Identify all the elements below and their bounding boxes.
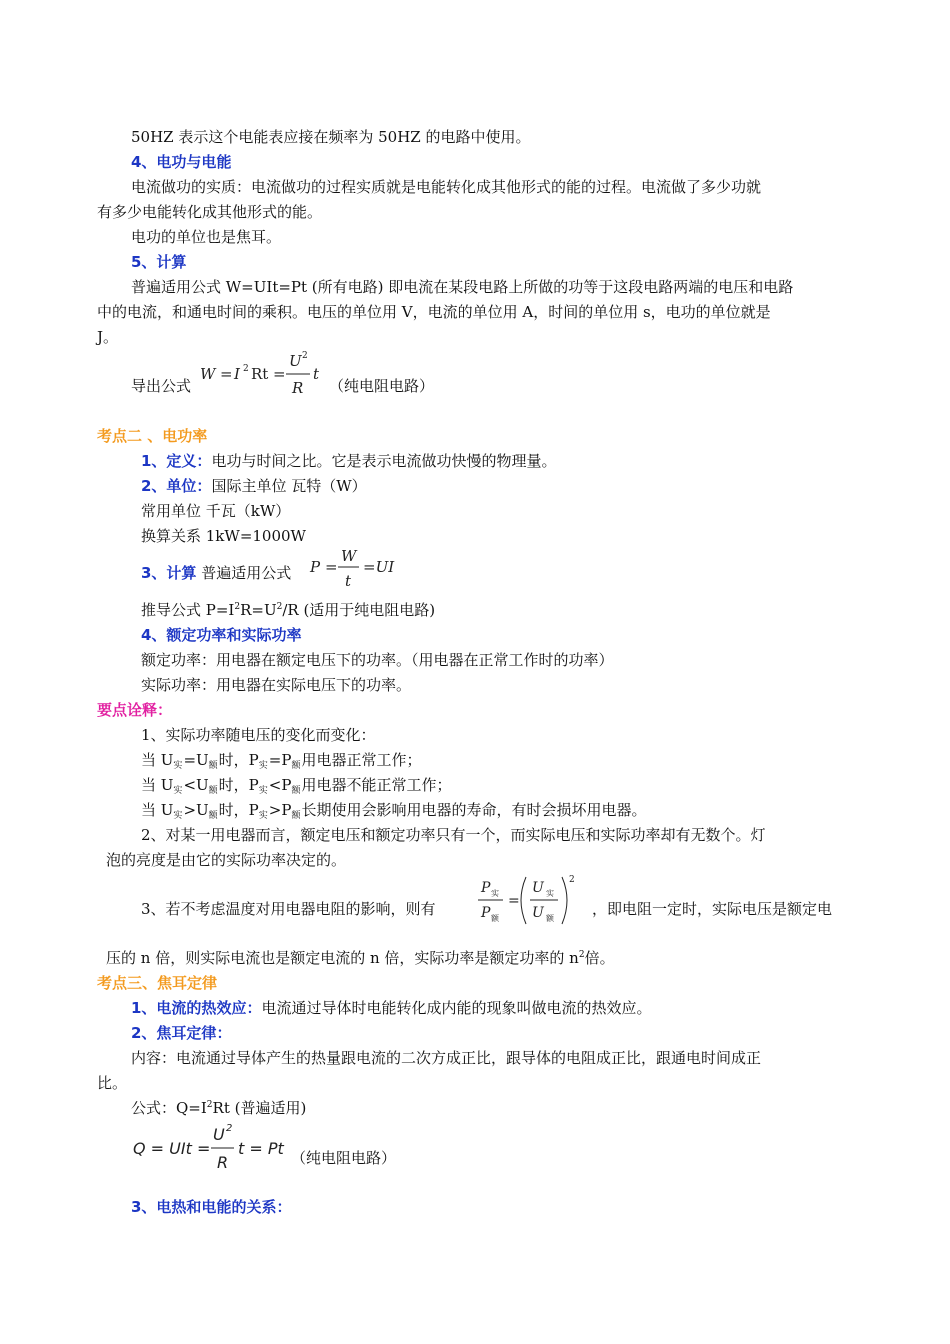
paragraph-general-formula-1: 普遍适用公式 W=UIt=Pt (所有电路) 即电流在某段电路上所做的功等于这段电路两端的电压和电路 bbox=[131, 278, 794, 296]
math-p-eq: = bbox=[325, 558, 338, 576]
text: 长期使用会影响用电器的寿命，有时会损坏用电器。 bbox=[301, 801, 647, 819]
calc-power-line bbox=[141, 563, 291, 583]
math-q-u: U bbox=[213, 1125, 225, 1144]
actual-power-definition: 实际功率：用电器在实际电压下的功率。 bbox=[141, 676, 412, 694]
math-sub: 额 bbox=[546, 914, 554, 923]
math-p-actual: P bbox=[481, 880, 491, 896]
text: <P bbox=[268, 776, 292, 794]
section-heading-power: 考点二 、电功率 bbox=[97, 427, 208, 445]
formula-electric-work bbox=[198, 350, 328, 400]
formula-joule-pure-resistance bbox=[131, 1120, 291, 1176]
text: 当 U bbox=[141, 751, 174, 769]
joule-content-2: 比。 bbox=[97, 1074, 128, 1092]
paragraph-meter-frequency: 50HZ 表示这个电能表应接在频率为 50HZ 的电路中使用。 bbox=[131, 128, 531, 146]
unit-line bbox=[141, 476, 367, 496]
text: >P bbox=[268, 801, 292, 819]
math-u-sq: 2 bbox=[302, 351, 308, 361]
rated-power-definition: 额定功率：用电器在额定电压下的功率。（用电器在正常工作时的功率） bbox=[141, 651, 614, 669]
key-point-2-cont: 泡的亮度是由它的实际功率决定的。 bbox=[106, 851, 347, 869]
unit-text: 国际主单位 瓦特（W） bbox=[211, 477, 367, 495]
text: 时，P bbox=[218, 801, 259, 819]
math-sub: 实 bbox=[546, 889, 554, 898]
section-heading-joule: 考点三、焦耳定律 bbox=[97, 974, 218, 992]
key-point-1: 1、实际功率随电压的变化而变化： bbox=[141, 726, 376, 744]
key-point-3-cont bbox=[106, 948, 615, 968]
math-r: R bbox=[292, 379, 304, 397]
math-t: t bbox=[313, 365, 320, 383]
paragraph-work-essence-1: 电流做功的实质：电流做功的过程实质就是电能转化成其他形式的能的过程。电流做了多少功就 bbox=[131, 178, 762, 196]
heading-joule-law: 2、焦耳定律： bbox=[131, 1024, 232, 1042]
math-sub: 实 bbox=[491, 889, 499, 898]
math-rt: Rt bbox=[251, 365, 269, 383]
key-point-3-pre: 3、若不考虑温度对用电器电阻的影响，则有 bbox=[141, 900, 436, 918]
calc-text: 普遍适用公式 bbox=[201, 564, 292, 582]
derive-label: 导出公式 bbox=[131, 377, 192, 395]
derived-power-formula bbox=[141, 600, 435, 620]
formula-part: R=U bbox=[240, 601, 277, 619]
text: 当 U bbox=[141, 776, 174, 794]
definition-label: 1、定义： bbox=[141, 452, 212, 470]
unit-common: 常用单位 千瓦（kW） bbox=[141, 502, 291, 520]
subscript: 实 bbox=[173, 811, 183, 821]
formula-part: 推导公式 P=I bbox=[141, 601, 235, 619]
condition-line bbox=[141, 750, 421, 773]
superscript: 2 bbox=[234, 602, 241, 612]
subscript: 额 bbox=[291, 761, 301, 771]
math-eq: = bbox=[508, 893, 520, 909]
text: 压的 n 倍，则实际电流也是额定电流的 n 倍，实际功率是额定功率的 n bbox=[106, 949, 579, 967]
math-sub: 额 bbox=[491, 914, 499, 923]
text: Rt (普遍适用) bbox=[212, 1099, 307, 1117]
text: <U bbox=[183, 776, 209, 794]
unit-label: 2、单位： bbox=[141, 477, 212, 495]
key-point-3-post: ，即电阻一定时，实际电压是额定电 bbox=[592, 900, 833, 918]
text: 用电器不能正常工作； bbox=[301, 776, 452, 794]
heading-heat-energy-relation: 3、电热和电能的关系： bbox=[131, 1198, 292, 1216]
text: 公式：Q=I bbox=[131, 1099, 207, 1117]
math-i-sq: 2 bbox=[243, 364, 249, 374]
math-p-den: t bbox=[345, 572, 352, 590]
paragraph-general-formula-2: 中的电流，和通电时间的乘积。电压的单位用 V，电流的单位用 A，时间的单位用 s，电功的单位就是 bbox=[97, 303, 771, 321]
text: =P bbox=[268, 751, 292, 769]
math-w: W bbox=[200, 365, 216, 383]
subscript: 额 bbox=[291, 786, 301, 796]
derive-note: （纯电阻电路） bbox=[329, 377, 435, 395]
formula-power bbox=[308, 545, 408, 593]
joule-note: （纯电阻电路） bbox=[291, 1149, 397, 1167]
heat-effect-label: 1、电流的热效应： bbox=[131, 999, 262, 1017]
text: 用电器正常工作； bbox=[301, 751, 422, 769]
subscript: 额 bbox=[208, 786, 218, 796]
text: 时，P bbox=[218, 776, 259, 794]
math-p: P bbox=[310, 558, 321, 576]
heading-rated-actual: 4、额定功率和实际功率 bbox=[141, 626, 302, 644]
heading-work-energy: 4、电功与电能 bbox=[131, 153, 232, 171]
math-p-rated: P bbox=[481, 905, 491, 921]
math-q-expr: Q = UIt = bbox=[133, 1139, 211, 1158]
calc-label: 3、计算 bbox=[141, 564, 197, 582]
subscript: 实 bbox=[173, 761, 183, 771]
subscript: 额 bbox=[208, 811, 218, 821]
paragraph-work-unit: 电功的单位也是焦耳。 bbox=[131, 228, 282, 246]
key-point-2: 2、对某一用电器而言，额定电压和额定功率只有一个，而实际电压和实际功率却有无数个。灯 bbox=[141, 826, 766, 844]
subscript: 实 bbox=[258, 761, 268, 771]
condition-line bbox=[141, 775, 451, 798]
math-p-num: W bbox=[341, 547, 357, 565]
math-exp: 2 bbox=[569, 875, 575, 885]
text: 倍。 bbox=[584, 949, 615, 967]
text: >U bbox=[183, 801, 209, 819]
heat-effect-line bbox=[131, 998, 651, 1018]
joule-content-1: 内容：电流通过导体产生的热量跟电流的二次方成正比，跟导体的电阻成正比，跟通电时间成正 bbox=[131, 1049, 762, 1067]
joule-formula-line bbox=[131, 1098, 306, 1118]
math-q-sq: 2 bbox=[226, 1123, 233, 1134]
math-p-rhs: =UI bbox=[363, 558, 395, 576]
definition-text: 电功与时间之比。它是表示电流做功快慢的物理量。 bbox=[211, 452, 557, 470]
subscript: 额 bbox=[208, 761, 218, 771]
math-u-actual: U bbox=[532, 880, 544, 896]
text: 当 U bbox=[141, 801, 174, 819]
paragraph-work-essence-2: 有多少电能转化成其他形式的能。 bbox=[97, 203, 323, 221]
heading-calculation: 5、计算 bbox=[131, 253, 187, 271]
superscript: 2 bbox=[276, 602, 283, 612]
text: 时，P bbox=[218, 751, 259, 769]
definition-line bbox=[141, 451, 556, 471]
subscript: 额 bbox=[291, 811, 301, 821]
text: =U bbox=[183, 751, 209, 769]
subscript: 实 bbox=[258, 786, 268, 796]
math-eq2: = bbox=[273, 365, 286, 383]
left-paren bbox=[521, 877, 526, 924]
superscript: 2 bbox=[578, 950, 585, 960]
unit-conversion: 换算关系 1kW=1000W bbox=[141, 527, 306, 545]
math-i: I bbox=[234, 365, 240, 383]
condition-line bbox=[141, 800, 646, 823]
formula-power-ratio bbox=[476, 872, 586, 932]
math-eq: = bbox=[220, 365, 233, 383]
subscript: 实 bbox=[258, 811, 268, 821]
math-u-rated: U bbox=[532, 905, 544, 921]
math-u: U bbox=[289, 352, 302, 370]
formula-part: /R (适用于纯电阻电路) bbox=[282, 601, 436, 619]
key-points-heading: 要点诠释： bbox=[97, 701, 173, 719]
math-q-expr2: t = Pt bbox=[238, 1139, 284, 1158]
subscript: 实 bbox=[173, 786, 183, 796]
math-q-r: R bbox=[217, 1153, 229, 1172]
paragraph-general-formula-3: J。 bbox=[97, 328, 119, 346]
superscript: 2 bbox=[206, 1100, 213, 1110]
right-paren bbox=[562, 877, 567, 924]
heat-effect-text: 电流通过导体时电能转化成内能的现象叫做电流的热效应。 bbox=[261, 999, 652, 1017]
